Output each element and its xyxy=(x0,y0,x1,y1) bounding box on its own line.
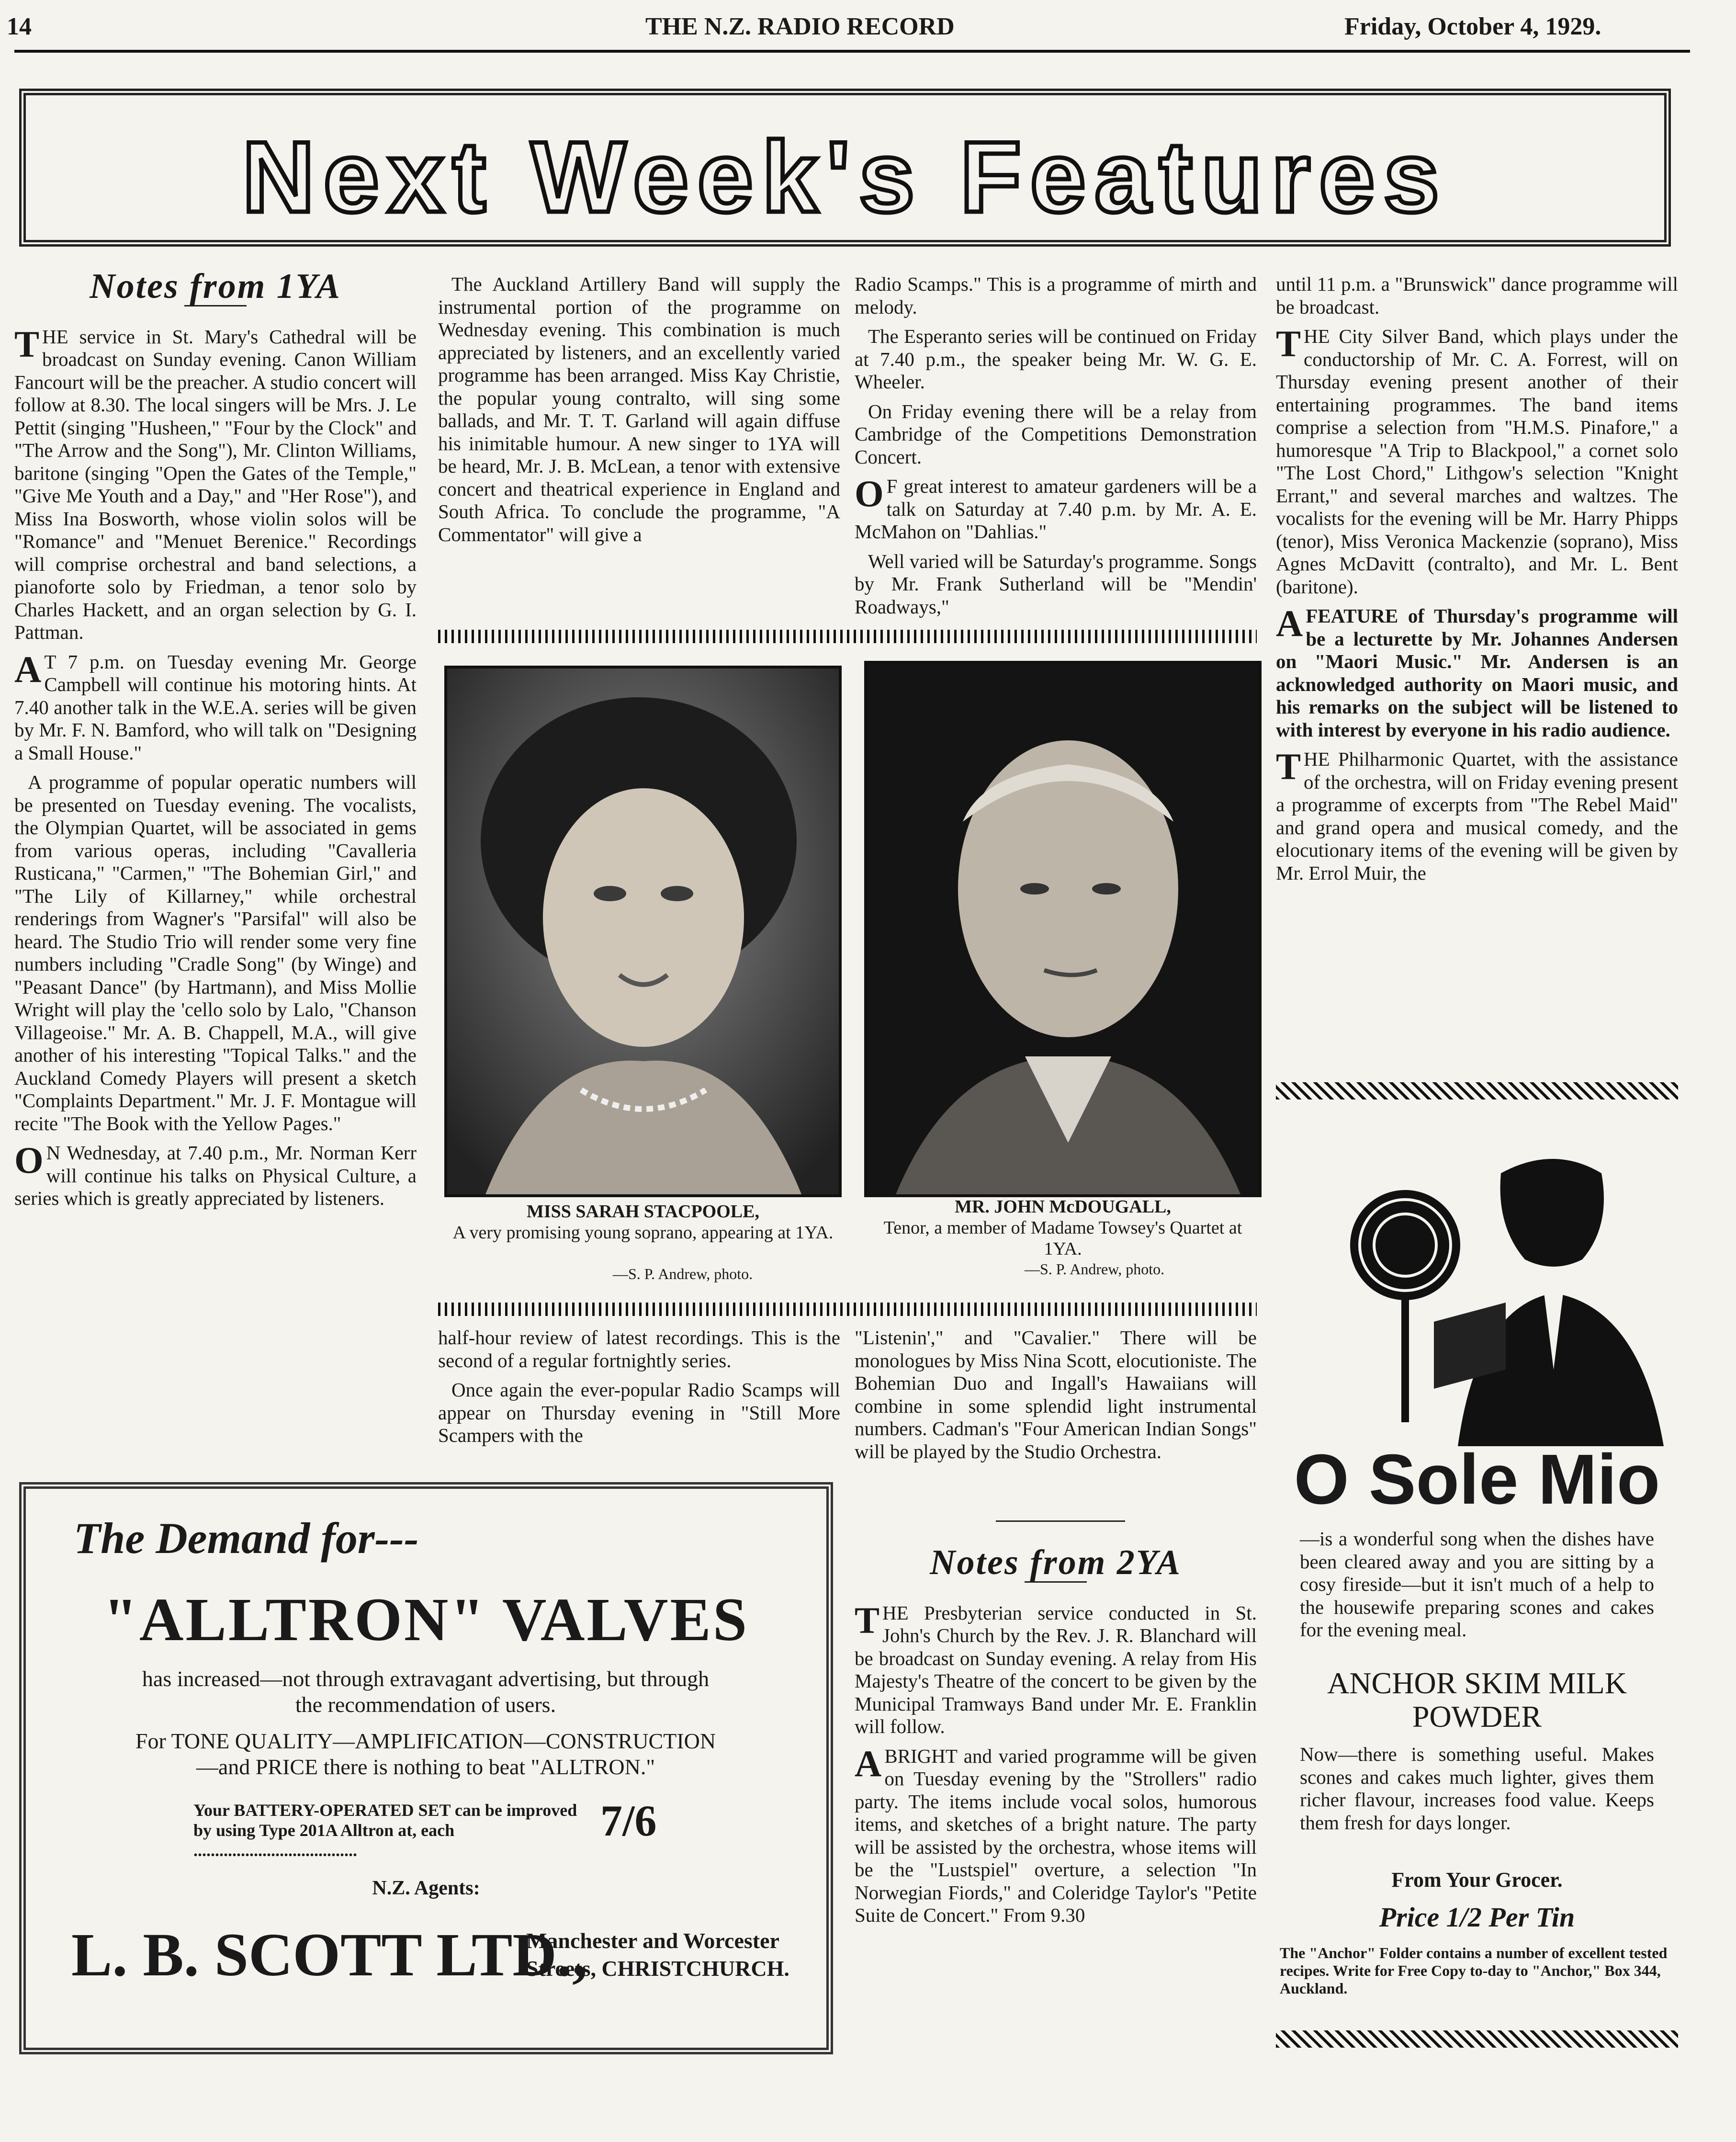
issue-date: Friday, October 4, 1929. xyxy=(1344,13,1601,40)
ad-price: 7/6 xyxy=(600,1796,657,1845)
paragraph: AFEATURE of Thursday's programme will be a lecturette by Mr. Johannes Andersen on "Maori Music." Mr. Andersen is an acknowledged authority on Maori music, and his remarks on the subject will be listened to with interest by everyone in his radio audience. xyxy=(1276,602,1678,741)
paragraph: THE Presbyterian service conducted in St. John's Church by the Rev. J. R. Blanchard will be broadcast on Sunday evening. A relay from His Majesty's Theatre of the concert to be given by the Municipal Tramways Band under Mr. E. Franklin will follow. xyxy=(855,1599,1257,1737)
divider xyxy=(438,1303,1257,1316)
section-rule xyxy=(996,1520,1125,1522)
paragraph: Radio Scamps." This is a programme of mirth and melody. xyxy=(855,273,1257,318)
paragraph: "Listenin'," and "Cavalier." There will be monologues by Miss Nina Scott, elocutioniste. The Bohemian Duo and Ingall's Hawaiians will combine in some splendid light instrumental numbers. Cadman's "Four American Indian Songs" will be played by the Studio Orchestra. xyxy=(855,1326,1257,1462)
photo-john-mcdougall xyxy=(864,661,1262,1197)
ad-body xyxy=(1300,1528,1654,1648)
paragraph: O N Wednesday, at 7.40 p.m., Mr. Norman Kerr will continue his talks on Physical Culture, a series which is greatly appreciated by listeners. xyxy=(14,1139,417,1209)
banner-title: Next Week's Features xyxy=(242,121,1448,233)
paragraph: THE Philharmonic Quartet, with the assistance of the orchestra, will on Friday evening present a programme of excerpts from "The Rebel Maid" and grand opera and musical comedy, and the elocutionary items of the evening will be given by Mr. Errol Muir, the xyxy=(1276,746,1678,884)
paragraph: The Esperanto series will be continued on Friday at 7.40 p.m., the speaker being Mr. W. G. E. Wheeler. xyxy=(855,325,1257,393)
column-2ya xyxy=(855,1542,1257,1934)
paragraph: On Friday evening there will be a relay from Cambridge of the Competitions Demonstration Concert. xyxy=(855,400,1257,468)
caption-name: MISS SARAH STACPOOLE, xyxy=(526,1201,759,1222)
column-2-top xyxy=(438,273,840,553)
ad-bottom-border xyxy=(1276,2030,1678,2048)
paragraph: until 11 p.m. a "Brunswick" dance programme will be broadcast. xyxy=(1276,273,1678,318)
gramophone-man-illustration xyxy=(1276,1101,1678,1446)
masthead-rule xyxy=(14,50,1690,53)
heading-notes-1ya: Notes from 1YA xyxy=(90,267,341,306)
ad-body2 xyxy=(1300,1743,1654,1841)
paragraph: THE City Silver Band, which plays under the conductorship of Mr. C. A. Forrest, will on Thursday evening present another of their entertaining programmes. The band items comprise a selection from "H.M.S. Pinafore," a humoresque "A Trip to Blackpool," a cornet solo "The Lost Chord," Lithgow's selection "Knight Errant," and several marches and waltzes. The vocalists for the evening will be Mr. Harry Phipps (tenor), Miss Veronica Mackenzie (soprano), Miss Agnes McDavitt (contralto), and Mr. L. Bent (baritone). xyxy=(1276,323,1678,598)
caption-name: MR. JOHN McDOUGALL, xyxy=(955,1197,1171,1217)
ad-title: O Sole Mio xyxy=(1294,1440,1660,1519)
ad-top-border xyxy=(1276,1082,1678,1099)
column-2-bottom xyxy=(438,1326,840,1454)
photo-credit: —S. P. Andrew, photo. xyxy=(1025,1260,1165,1278)
paragraph: A programme of popular operatic numbers will be presented on Tuesday evening. The vocalists, the Olympian Quartet, will be associated in gems from various operas, including "Cavalleria Rusticana," "Carmen," "The Bohemian Girl," and "The Lily of Killarney," while orchestral renderings from Wagner's "Parsifal" will also be heard. The Studio Trio will render some very fine numbers including "Cradle Song" (by Winge) and "Peasant Dance" (by Hartmann), and Miss Mollie Wright will play the 'cello solo by Lalo, "Chanson Villageoise." Mr. A. B. Chappell, M.A., will give another of his interesting "Topical Talks." and the Auckland Comedy Players will present a sketch "Complaints Department." Mr. J. F. Montague will recite "The Book with the Yellow Pages." xyxy=(14,771,417,1134)
column-4 xyxy=(1276,273,1678,891)
ad-product: ANCHOR SKIM MILK POWDER xyxy=(1327,1666,1627,1734)
ad-address: Manchester and Worcester Streets, CHRISTCHURCH. xyxy=(526,1928,789,1981)
photo-sarah-stacpoole xyxy=(444,666,842,1197)
ad-price: Price 1/2 Per Tin xyxy=(1379,1902,1575,1933)
paragraph: The Auckland Artillery Band will supply the instrumental portion of the programme on Wednesday evening. This combination is much appreciated by listeners, and an excellently varied programme has been arranged. Miss Kay Christie, the popular young contralto, will sing some ballads, and Mr. T. T. Garland will again diffuse his inimitable humour. A new singer to 1YA will be heard, Mr. J. B. McLean, a tenor with extensive concert and theatrical experience in England and South Africa. To conclude the programme, "A Commentator" will give a xyxy=(438,273,840,545)
caption-right xyxy=(864,1196,1262,1259)
masthead xyxy=(0,7,1736,50)
ad-small-text: Your BATTERY-OPERATED SET can be improved by using Type 201A Alltron at, each ...................................... xyxy=(193,1801,577,1860)
features-banner xyxy=(19,89,1671,247)
ad-product-name: "ALLTRON" VALVES xyxy=(103,1586,749,1654)
ad-agents-label: N.Z. Agents: xyxy=(372,1877,480,1899)
paragraph: A T 7 p.m. on Tuesday evening Mr. George Campbell will continue his motoring hints. At 7.40 another talk in the W.E.A. series will be given by Mr. F. N. Bamford, who will talk on "Designing a Small House." xyxy=(14,648,417,764)
ad-body2-text: Now—there is something useful. Makes scones and cakes much lighter, gives them richer flavour, increases food value. Keeps them fresh for days longer. xyxy=(1300,1743,1654,1834)
ad-company: L. B. SCOTT LTD., xyxy=(71,1921,587,1989)
ad-anchor xyxy=(1276,1101,1678,2040)
paragraph: THE service in St. Mary's Cathedral will be broadcast on Sunday evening. Canon William Fancourt will be the preacher. A studio concert will follow at 8.30. The local singers will be Mrs. J. Le Pettit (singing "Husheen," "Four by the Clock" and "The Arrow and the Song"), Mr. Clinton Williams, baritone (singing "Open the Gates of the Temple," "Give Me Youth and a Day," and "Her Rose"), and Miss Ina Bosworth, whose violin solos will be "Romance" and "Menuet Berenice." Recordings will comprise orchestral and band selections, a pianoforte solo by Friedman, a tenor solo by Charles Hackett, and an organ selection by G. I. Pattman. xyxy=(14,323,417,643)
paragraph: Once again the ever-popular Radio Scamps will appear on Thursday evening in "Still More Scampers with the xyxy=(438,1379,840,1446)
ad-small-print: The "Anchor" Folder contains a number of excellent tested recipes. Write for Free Copy to-day to "Anchor," Box 344, Auckland. xyxy=(1280,1944,1668,1997)
column-1yA xyxy=(14,266,417,1217)
ad-line-2: For TONE QUALITY—AMPLIFICATION—CONSTRUCTION—and PRICE there is nothing to beat "ALLTRON." xyxy=(135,1729,716,1779)
page-number: 14 xyxy=(7,13,32,40)
photo-credit: —S. P. Andrew, photo. xyxy=(613,1265,753,1282)
column-3-bottom xyxy=(855,1326,1257,1470)
divider xyxy=(438,630,1257,643)
paragraph: Well varied will be Saturday's programme. Songs by Mr. Frank Sutherland will be "Mendin' Roadways," xyxy=(855,550,1257,618)
paragraph: ABRIGHT and varied programme will be given on Tuesday evening by the "Strollers" radio party. The items include vocal solos, humorous items, and sketches of a bright nature. The party will be assisted by the orchestra, whose items will be the "Lustspiel" overture, a selection "In Norwegian Fiords," and Coleridge Taylor's "Petite Suite de Concert." From 9.30 xyxy=(855,1742,1257,1926)
ad-from: From Your Grocer. xyxy=(1391,1868,1563,1892)
caption-desc: A very promising young soprano, appearing at 1YA. xyxy=(452,1223,834,1243)
caption-desc: Tenor, a member of Madame Towsey's Quartet at 1YA. xyxy=(883,1218,1242,1259)
ad-body-text: —is a wonderful song when the dishes have been cleared away and you are sitting by a cosy fireside—but it isn't much of a help to the housewife preparing scones and cakes for the evening meal. xyxy=(1300,1528,1654,1641)
column-3-top xyxy=(855,273,1257,625)
paragraph: half-hour review of latest recordings. This is the second of a regular fortnightly series. xyxy=(438,1326,840,1371)
caption-left xyxy=(444,1201,842,1243)
paragraph: O F great interest to amateur gardeners will be a talk on Saturday at 7.40 p.m. by Mr. A. E. McMahon on "Dahlias." xyxy=(855,473,1257,543)
ad-alltron xyxy=(19,1482,833,2054)
publication-title: THE N.Z. RADIO RECORD xyxy=(645,13,955,40)
heading-notes-2ya: Notes from 2YA xyxy=(930,1543,1182,1582)
ad-headline: The Demand for--- xyxy=(74,1514,419,1563)
ad-line-1: has increased—not through extravagant advertising, but through the recommendation of users. xyxy=(142,1666,710,1717)
